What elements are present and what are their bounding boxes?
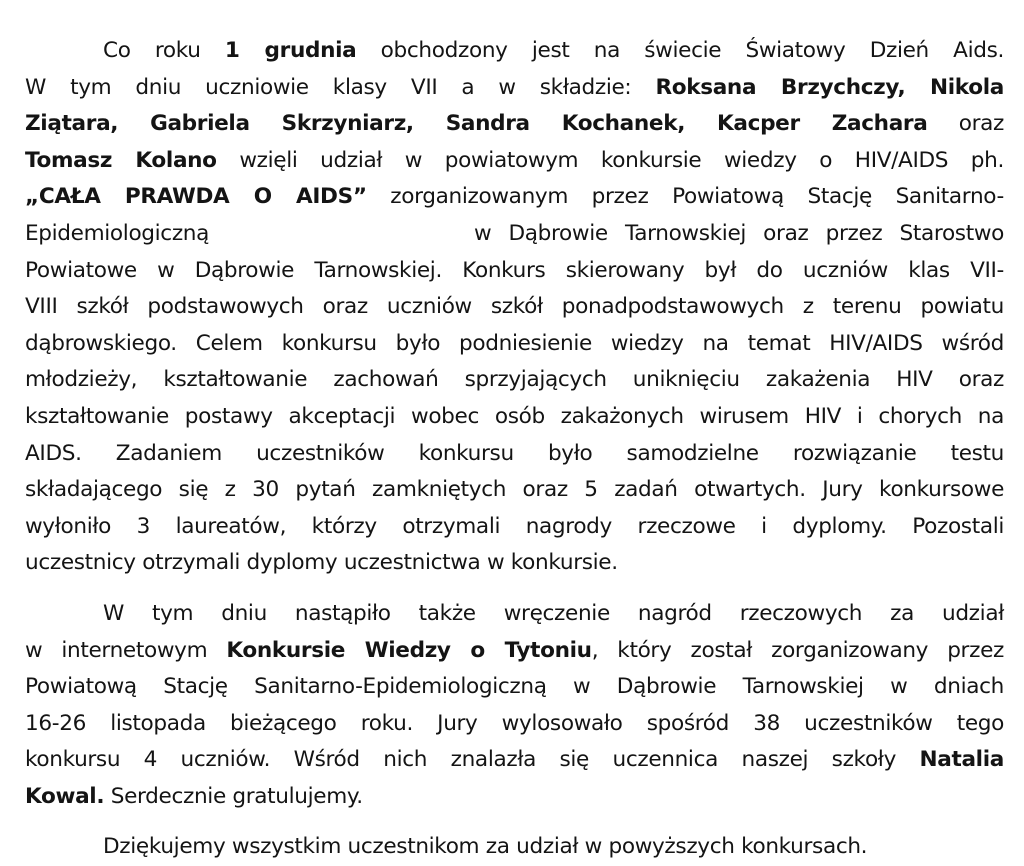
text-line [25, 70, 1004, 107]
text-line [25, 779, 1004, 816]
text-line [25, 289, 1004, 326]
text-segment: dąbrowskiego. Celem konkursu było podniesienie wiedzy na temat HIV/AIDS wśród [25, 330, 1004, 356]
bold-text: Roksana Brzychczy, Nikola [655, 74, 1004, 100]
bold-text: Konkursie Wiedzy o Tytoniu [226, 637, 592, 663]
paragraph [25, 33, 1004, 582]
text-segment: Powiatowe w Dąbrowie Tarnowskiej. Konkurs skierowany był do uczniów klas VII- [25, 257, 1004, 283]
text-line [25, 179, 1004, 216]
bold-text: Tomasz Kolano [25, 147, 217, 173]
text-segment: Serdecznie gratulujemy. [104, 783, 363, 809]
text-segment: W tym dniu nastąpiło także wręczenie nagród rzeczowych za udział [103, 600, 1004, 626]
text-line [25, 509, 1004, 546]
text-segment: W tym dniu uczniowie klasy VII a w składzie: [25, 74, 656, 100]
document-body [25, 33, 1004, 866]
text-segment: obchodzony jest na świecie Światowy Dzień Aids. [356, 38, 1005, 63]
text-segment: Powiatową Stację Sanitarno-Epidemiologiczną w Dąbrowie Tarnowskiej w dniach [25, 674, 1004, 700]
text-line [25, 633, 1004, 670]
bold-text: „CAŁA PRAWDA O AIDS” [25, 184, 367, 210]
text-segment: konkursu 4 uczniów. Wśród nich znalazła się uczennica naszej szkoły [25, 747, 920, 773]
text-line [25, 143, 1004, 180]
bold-text: Ziątara, Gabriela Skrzyniarz, Sandra Kochanek, Kacper Zachara [25, 111, 928, 137]
text-segment: zorganizowanym przez Powiatową Stację Sanitarno- [366, 184, 1004, 210]
text-line [25, 742, 1004, 779]
text-line [25, 669, 1004, 706]
text-line [25, 436, 1004, 473]
text-line [25, 362, 1004, 399]
text-segment: oraz [927, 111, 1004, 137]
text-segment: 16-26 listopada bieżącego roku. Jury wylosowało spośród 38 uczestników tego [25, 710, 1004, 736]
text-segment: VIII szkół podstawowych oraz uczniów szkół ponadpodstawowych z terenu powiatu [25, 294, 1004, 320]
text-segment: , który został zorganizowany przez [591, 637, 1004, 663]
bold-text: 1 grudnia [224, 38, 357, 63]
text-line [25, 545, 1004, 582]
bold-text: Kowal. [25, 783, 105, 809]
text-line [25, 472, 1004, 509]
text-segment: w Dąbrowie Tarnowskiej oraz przez Starostwo [474, 220, 1004, 246]
text-segment: młodzieży, kształtowanie zachowań sprzyjających uniknięciu zakażenia HIV oraz [25, 367, 1004, 393]
text-segment: kształtowanie postawy akceptacji wobec osób zakażonych wirusem HIV i chorych na [25, 403, 1004, 429]
text-line [25, 33, 1004, 70]
text-segment: Epidemiologiczną [25, 220, 210, 246]
text-segment: uczestnicy otrzymali dyplomy uczestnictwa w konkursie. [25, 550, 618, 576]
text-segment: w internetowym [25, 637, 227, 663]
text-line [25, 596, 1004, 633]
text-line [25, 706, 1004, 743]
paragraph-gap [25, 582, 1004, 596]
text-line [25, 106, 1004, 143]
text-line [25, 399, 1004, 436]
paragraph [25, 596, 1004, 816]
paragraph-gap [25, 815, 1004, 829]
text-segment: wyłoniło 3 laureatów, którzy otrzymali nagrody rzeczowe i dyplomy. Pozostali [25, 513, 1004, 539]
text-segment: Co roku [103, 38, 225, 63]
text-line [25, 253, 1004, 290]
text-line [25, 216, 1004, 253]
text-segment: wzięli udział w powiatowym konkursie wiedzy o HIV/AIDS ph. [216, 147, 1004, 173]
bold-text: Natalia [919, 747, 1004, 773]
text-segment: AIDS. Zadaniem uczestników konkursu było samodzielne rozwiązanie testu [25, 440, 1004, 466]
text-segment: Dziękujemy wszystkim uczestnikom za udział w powyższych konkursach. [103, 834, 868, 860]
text-segment: składającego się z 30 pytań zamkniętych oraz 5 zadań otwartych. Jury konkursowe [25, 477, 1004, 503]
text-line [25, 326, 1004, 363]
